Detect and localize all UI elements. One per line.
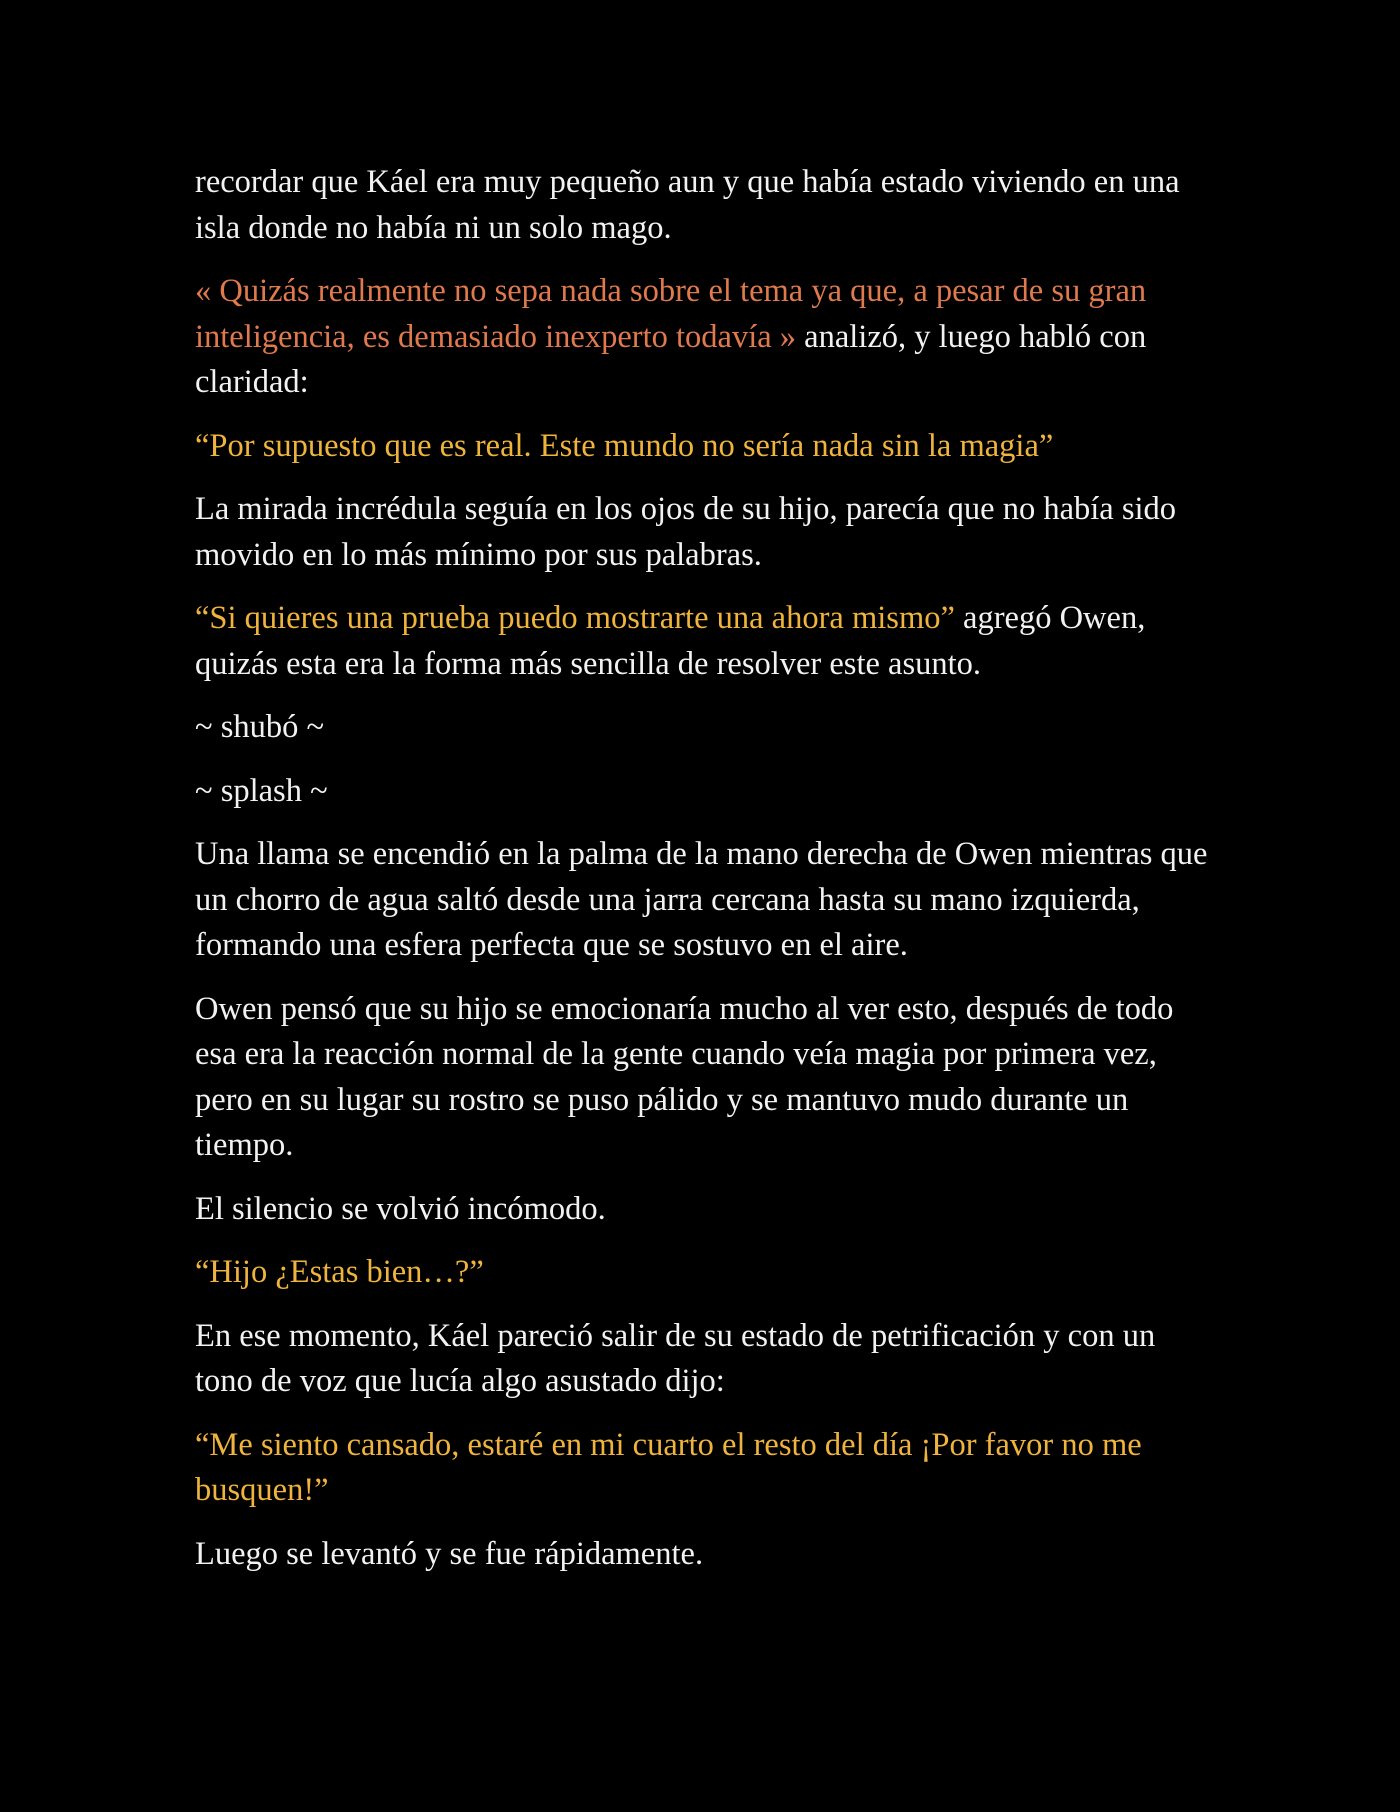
paragraph xyxy=(195,424,1215,470)
narration-text: Owen pensó que su hijo se emocionaría mucho al ver esto, después de todo esa era la reacción normal de la gente cuando veía magia por primera vez, pero en su lugar su rostro se puso pálido y se mantuvo mudo durante un tiempo. xyxy=(195,990,1174,1163)
narration-text: En ese momento, Káel pareció salir de su estado de petrificación y con un tono de voz que lucía algo asustado dijo: xyxy=(195,1317,1156,1399)
paragraph xyxy=(195,769,1215,815)
dialogue-text: “Por supuesto que es real. Este mundo no sería nada sin la magia” xyxy=(195,427,1054,464)
narration-text: El silencio se volvió incómodo. xyxy=(195,1190,606,1227)
narration-text: ~ splash ~ xyxy=(195,772,328,809)
dialogue-text: “Si quieres una prueba puedo mostrarte una ahora mismo” xyxy=(195,600,955,636)
paragraph xyxy=(195,832,1215,969)
paragraph xyxy=(195,1187,1215,1233)
paragraph xyxy=(195,705,1215,751)
narration-text: ~ shubó ~ xyxy=(195,709,325,745)
paragraph xyxy=(195,987,1215,1169)
narration-text: Luego se levantó y se fue rápidamente. xyxy=(195,1535,704,1572)
paragraph xyxy=(195,160,1215,251)
narration-text: agregó Owen, quizás esta era la forma más sencilla de resolver este asunto. xyxy=(195,600,1146,682)
paragraph xyxy=(195,596,1215,687)
dialogue-text: “Me siento cansado, estaré en mi cuarto el resto del día ¡Por favor no me busquen!” xyxy=(195,1426,1142,1508)
paragraph xyxy=(195,269,1215,406)
paragraph xyxy=(195,1250,1215,1296)
narration-text: La mirada incrédula seguía en los ojos de su hijo, parecía que no había sido movido en lo más mínimo por sus palabras. xyxy=(195,491,1177,573)
narration-text: recordar que Káel era muy pequeño aun y que había estado viviendo en una isla donde no había ni un solo mago. xyxy=(195,164,1180,246)
paragraph xyxy=(195,1423,1215,1514)
narration-text: analizó, y luego habló con claridad: xyxy=(195,318,1147,400)
paragraph xyxy=(195,1532,1215,1578)
document-page xyxy=(195,160,1215,1595)
paragraph xyxy=(195,1314,1215,1405)
paragraph xyxy=(195,487,1215,578)
narration-text: Una llama se encendió en la palma de la mano derecha de Owen mientras que un chorro de agua saltó desde una jarra cercana hasta su mano izquierda, formando una esfera perfecta que se sostuvo en el aire. xyxy=(195,836,1208,963)
thought-text: « Quizás realmente no sepa nada sobre el tema ya que, a pesar de su gran inteligencia, es demasiado inexperto todavía » xyxy=(195,273,1147,355)
dialogue-text: “Hijo ¿Estas bien…?” xyxy=(195,1254,484,1290)
